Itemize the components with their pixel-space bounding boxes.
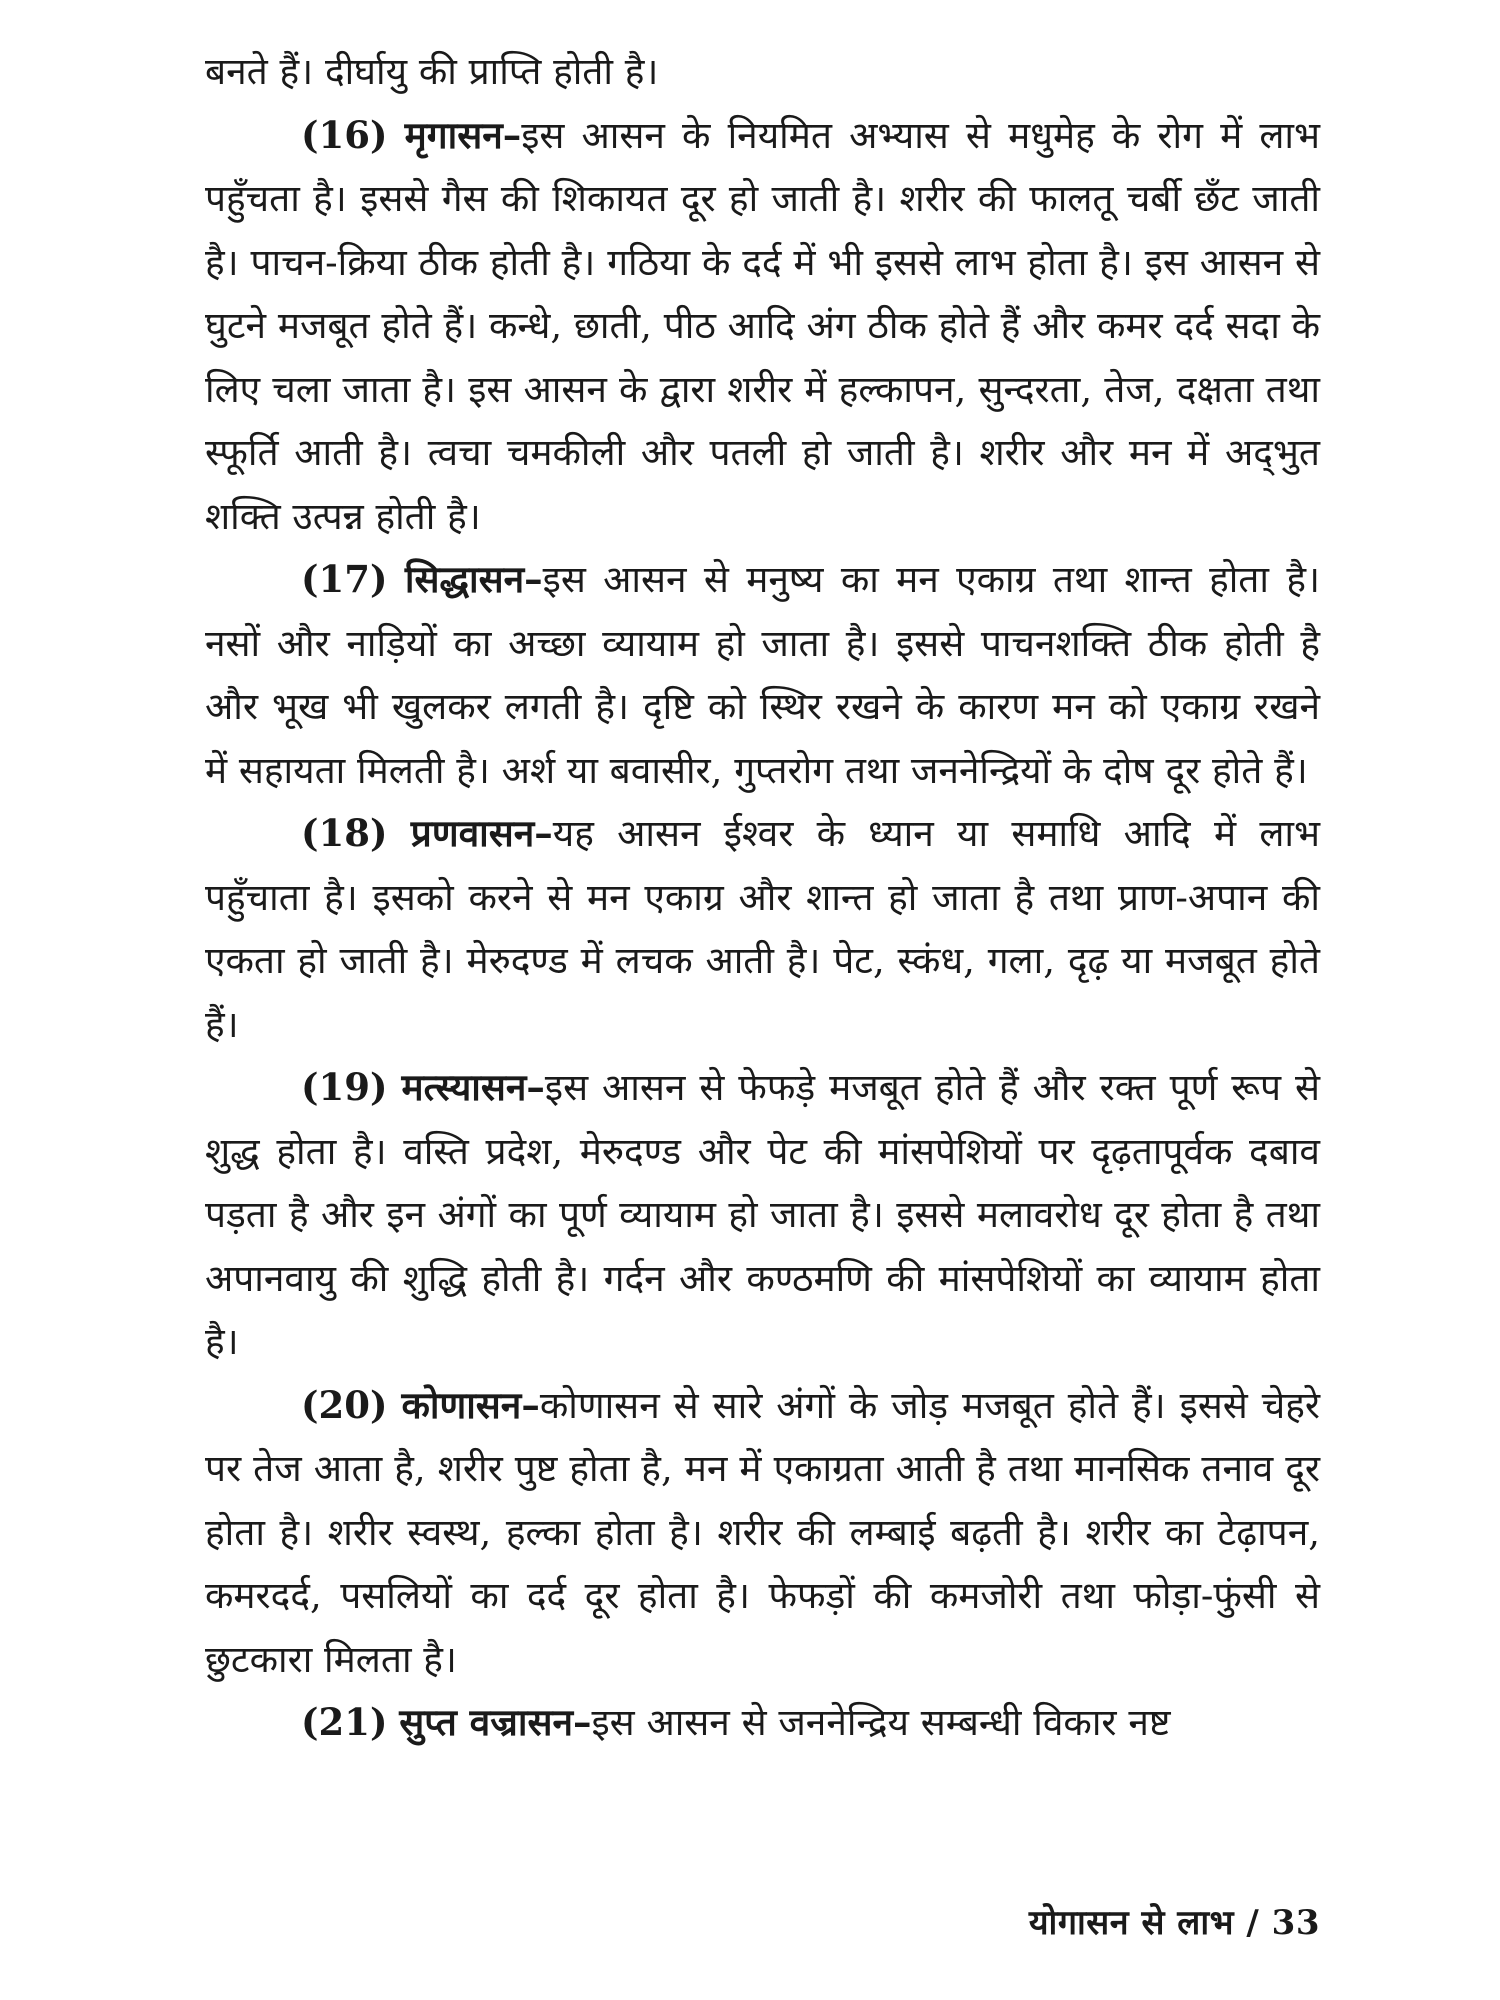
- section-number: (20): [301, 1382, 388, 1427]
- section-body: इस आसन से मनुष्य का मन एकाग्र तथा शान्त होता है। नसों और नाड़ियों का अच्छा व्यायाम हो जाता है। इससे पाचनशक्ति ठीक होती है और भूख भी खुलकर लगती है। दृष्टि को स्थिर रखने के कारण मन को एकाग्र रखने में सहायता मिलती है। अर्श या बवासीर, गुप्तरोग तथा जननेन्द्रियों के दोष दूर होते हैं।: [205, 558, 1320, 792]
- section-body: यह आसन ईश्वर के ध्यान या समाधि आदि में लाभ पहुँचाता है। इसको करने से मन एकाग्र और शान्त हो जाता है तथा प्राण-अपान की एकता हो जाती है। मेरुदण्ड में लचक आती है। पेट, स्कंध, गला, दृढ़ या मजबूत होते हैं।: [205, 812, 1320, 1046]
- intro-text: बनते हैं। दीर्घायु की प्राप्ति होती है।: [205, 50, 659, 93]
- intro-paragraph: [205, 40, 1320, 104]
- section-body: इस आसन के नियमित अभ्यास से मधुमेह के रोग में लाभ पहुँचता है। इससे गैस की शिकायत दूर हो जाती है। शरीर की फालतू चर्बी छँट जाती है। पाचन-क्रिया ठीक होती है। गठिया के दर्द में भी इससे लाभ होता है। इस आसन से घुटने मजबूत होते हैं। कन्धे, छाती, पीठ आदि अंग ठीक होते हैं और कमर दर्द सदा के लिए चला जाता है। इस आसन के द्वारा शरीर में हल्कापन, सुन्दरता, तेज, दक्षता तथा स्फूर्ति आती है। त्वचा चमकीली और पतली हो जाती है। शरीर और मन में अद्‌भुत शक्ति उत्पन्न होती है।: [205, 113, 1320, 538]
- running-title: योगासन से लाभ: [1028, 1903, 1235, 1943]
- section-title: कोणासन–: [401, 1382, 540, 1427]
- section-19: [205, 1056, 1320, 1374]
- section-number: (16): [301, 112, 388, 157]
- section-title: मृगासन–: [404, 112, 522, 157]
- section-title: सिद्धासन–: [404, 557, 543, 601]
- section-number: (19): [301, 1065, 388, 1109]
- section-17: [205, 548, 1320, 802]
- section-16: [205, 104, 1320, 549]
- section-number: (21): [301, 1700, 388, 1744]
- section-body: इस आसन से फेफड़े मजबूत होते हैं और रक्त पूर्ण रूप से शुद्ध होता है। वस्ति प्रदेश, मेरुदण्ड और पेट की मांसपेशियों पर दृढ़तापूर्वक दबाव पड़ता है और इन अंगों का पूर्ण व्यायाम हो जाता है। इससे मलावरोध दूर होता है तथा अपानवायु की शुद्धि होती है। गर्दन और कण्ठमणि की मांसपेशियों का व्यायाम होता है।: [205, 1066, 1321, 1363]
- section-body: कोणासन से सारे अंगों के जोड़ मजबूत होते हैं। इससे चेहरे पर तेज आता है, शरीर पुष्ट होता है, मन में एकाग्रता आती है तथा मानसिक तनाव दूर होता है। शरीर स्वस्थ, हल्का होता है। शरीर की लम्बाई बढ़ती है। शरीर का टेढ़ापन, कमरदर्द, पसलियों का दर्द दूर होता है। फेफड़ों की कमजोरी तथा फोड़ा-फुंसी से छुटकारा मिलता है।: [205, 1383, 1320, 1681]
- section-title: मत्स्यासन–: [401, 1065, 545, 1109]
- section-body: इस आसन से जननेन्द्रिय सम्बन्धी विकार नष्ट: [591, 1701, 1171, 1744]
- section-number: (18): [301, 811, 388, 855]
- section-20: [205, 1374, 1320, 1692]
- section-number: (17): [301, 557, 388, 601]
- footer-divider: /: [1246, 1903, 1260, 1943]
- document-page: [205, 40, 1320, 1920]
- section-18: [205, 802, 1320, 1056]
- page-footer: [1029, 1898, 1320, 1944]
- section-title: सुप्त वज्रासन–: [399, 1700, 592, 1744]
- page-number: 33: [1271, 1903, 1320, 1943]
- section-title: प्रणवासन–: [410, 811, 553, 855]
- section-21: [205, 1691, 1320, 1755]
